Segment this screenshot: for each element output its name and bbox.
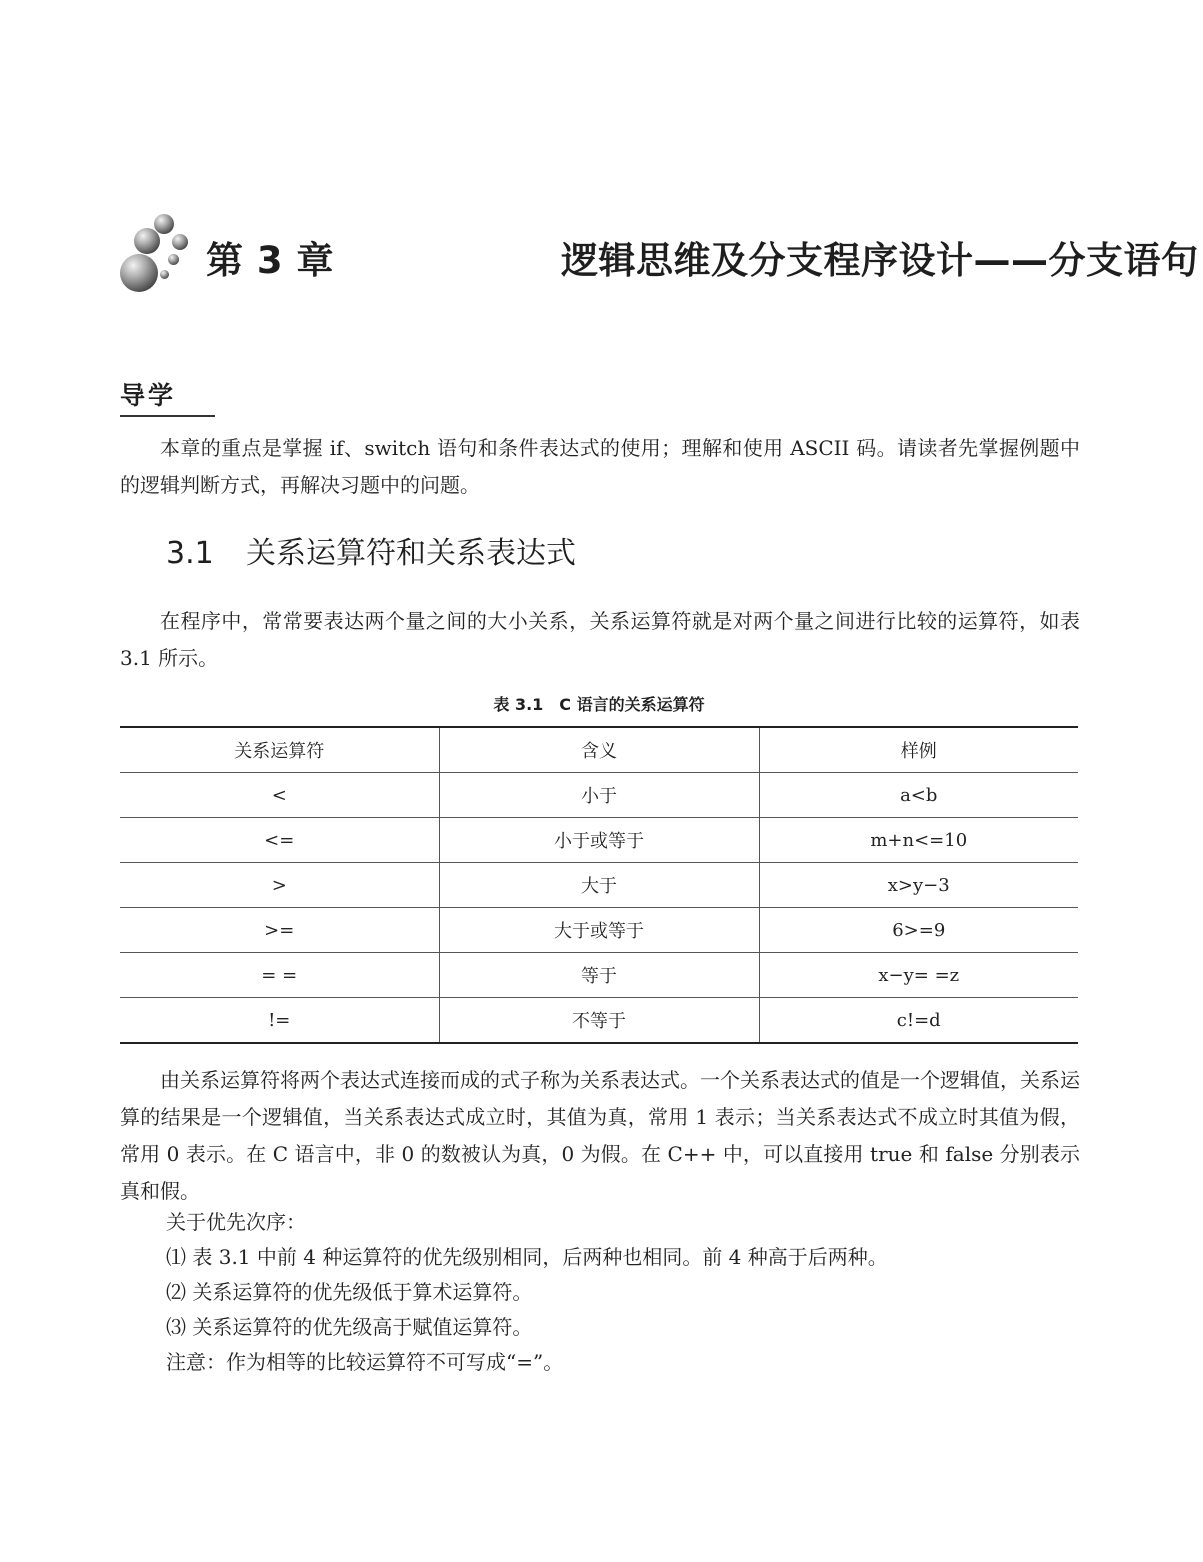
section-title: 关系运算符和关系表达式 bbox=[246, 536, 576, 571]
bubbles-icon bbox=[118, 212, 198, 302]
cell-example: a<b bbox=[759, 773, 1078, 818]
cell-example: c!=d bbox=[759, 998, 1078, 1044]
cell-operator: < bbox=[120, 773, 439, 818]
table-caption: 表 3.1 C 语言的关系运算符 bbox=[493, 695, 705, 714]
cell-operator: != bbox=[120, 998, 439, 1044]
cell-meaning: 小于 bbox=[439, 773, 759, 818]
cell-meaning: 大于 bbox=[439, 863, 759, 908]
precedence-heading: 关于优先次序： bbox=[166, 1210, 306, 1234]
header-operator: 关系运算符 bbox=[120, 727, 439, 773]
cell-operator: <= bbox=[120, 818, 439, 863]
chapter-heading: 逻辑思维及分支程序设计——分支语句 bbox=[561, 239, 1199, 282]
cell-meaning: 等于 bbox=[439, 953, 759, 998]
guide-heading: 导学 bbox=[120, 380, 215, 417]
table-row bbox=[120, 773, 1078, 818]
cell-operator: = = bbox=[120, 953, 439, 998]
chapter-number: 第 3 章 bbox=[206, 239, 335, 282]
cell-operator: > bbox=[120, 863, 439, 908]
precedence-item-1: ⑴ 表 3.1 中前 4 种运算符的优先级别相同，后两种也相同。前 4 种高于后两种。 bbox=[166, 1245, 888, 1269]
precedence-note: 注意：作为相等的比较运算符不可写成“=”。 bbox=[166, 1350, 564, 1374]
cell-example: 6>=9 bbox=[759, 908, 1078, 953]
table-row bbox=[120, 953, 1078, 998]
table-row bbox=[120, 818, 1078, 863]
relational-expression-paragraph: 由关系运算符将两个表达式连接而成的式子称为关系表达式。一个关系表达式的值是一个逻辑值，关系运算的结果是一个逻辑值，当关系表达式成立时，其值为真，常用 1 表示；当关系表达式不成立时其值为假，常用 0 表示。在 C 语言中，非 0 的数被认为真，0 为假。在 C++ 中，可以直接用 true 和 false 分别表示真和假。 bbox=[120, 1068, 1080, 1203]
table-row bbox=[120, 998, 1078, 1044]
precedence-item-3: ⑶ 关系运算符的优先级高于赋值运算符。 bbox=[166, 1315, 533, 1339]
cell-meaning: 小于或等于 bbox=[439, 818, 759, 863]
intro-paragraph: 在程序中，常常要表达两个量之间的大小关系，关系运算符就是对两个量之间进行比较的运算符，如表 3.1 所示。 bbox=[120, 609, 1080, 670]
table-row bbox=[120, 863, 1078, 908]
guide-paragraph: 本章的重点是掌握 if、switch 语句和条件表达式的使用；理解和使用 ASCII 码。请读者先掌握例题中的逻辑判断方式，再解决习题中的问题。 bbox=[120, 436, 1080, 497]
section-number: 3.1 bbox=[166, 536, 214, 571]
precedence-item-2: ⑵ 关系运算符的优先级低于算术运算符。 bbox=[166, 1280, 533, 1304]
cell-example: m+n<=10 bbox=[759, 818, 1078, 863]
cell-example: x−y= =z bbox=[759, 953, 1078, 998]
table-row bbox=[120, 908, 1078, 953]
table-header-row bbox=[120, 727, 1078, 773]
chapter-title bbox=[118, 212, 1199, 302]
operators-table bbox=[120, 726, 1078, 1044]
cell-meaning: 大于或等于 bbox=[439, 908, 759, 953]
section-heading bbox=[166, 532, 576, 576]
header-example: 样例 bbox=[759, 727, 1078, 773]
header-meaning: 含义 bbox=[439, 727, 759, 773]
cell-example: x>y−3 bbox=[759, 863, 1078, 908]
cell-meaning: 不等于 bbox=[439, 998, 759, 1044]
cell-operator: >= bbox=[120, 908, 439, 953]
